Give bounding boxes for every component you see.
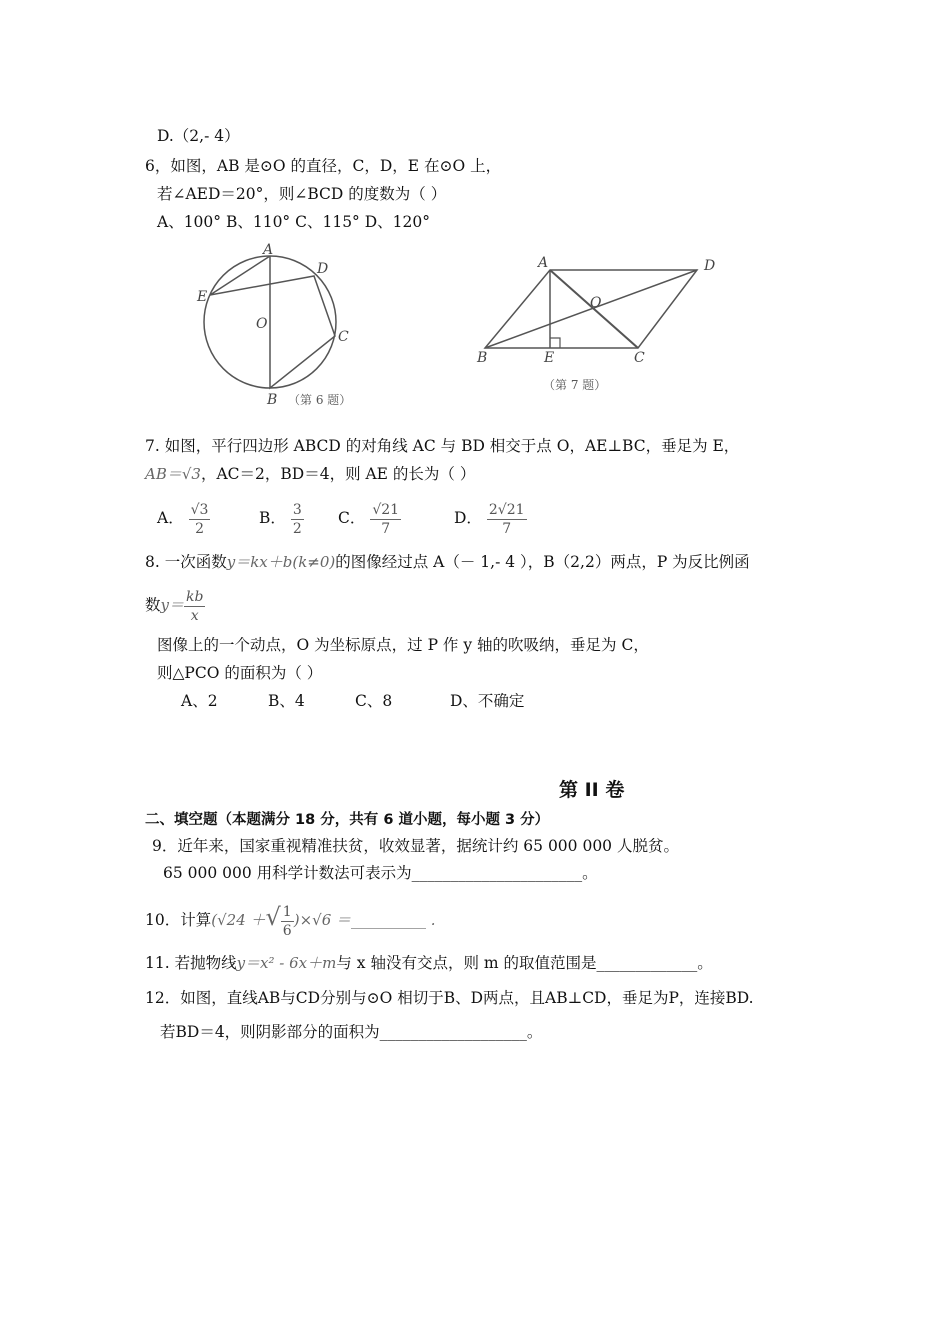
- q8-pre: 8. 一次函数: [145, 553, 227, 571]
- q8-option-c: C、8: [355, 692, 393, 710]
- q8-stem-line4: 则△PCO 的面积为（ ）: [157, 664, 323, 682]
- q7-stem-text: ，AC＝2，BD＝4，则 AE 的长为（ ）: [200, 465, 476, 483]
- part2-title: 第 II 卷: [559, 779, 625, 801]
- q7-option-b-fraction: [291, 501, 304, 538]
- q7-stem-line2: [145, 464, 475, 484]
- q10-denominator: 6: [282, 922, 292, 939]
- q11-equation: y＝x² - 6x＋m: [236, 954, 337, 972]
- q7-right-angle-mark: [550, 338, 560, 348]
- q7-option-a-label: A．: [157, 509, 184, 527]
- q9-line2: 65 000 000 用科学计数法可表示为______________________。: [163, 864, 598, 882]
- q8-ylabel: y＝: [160, 596, 184, 614]
- q11-pre: 11. 若抛物线: [145, 954, 237, 972]
- q10-sqrt-sign: √: [265, 903, 281, 931]
- q6-stem-line2: 若∠AED＝20°，则∠BCD 的度数为（ ）: [157, 185, 447, 203]
- q7-option-c: [338, 496, 401, 540]
- q7-ab-value: AB＝√3: [145, 465, 201, 483]
- q7-label-b: B: [477, 350, 488, 366]
- q12-line2: 若BD＝4，则阴影部分的面积为___________________。: [160, 1023, 543, 1041]
- q7-b-denominator: 2: [292, 520, 302, 537]
- q7-option-c-label: C．: [338, 509, 366, 527]
- q6-label-o: O: [256, 316, 268, 332]
- q7-label-o: O: [590, 295, 602, 311]
- q6-label-e: E: [197, 289, 208, 305]
- q7-a-numerator: √3: [190, 501, 209, 518]
- q10-fraction: [281, 903, 294, 940]
- q7-label-c: C: [634, 350, 645, 366]
- q7-option-b-label: B．: [259, 509, 286, 527]
- q6-label-d: D: [317, 261, 329, 277]
- q8-stem-line2: [145, 582, 205, 628]
- q9-line1: 9．近年来，国家重视精准扶贫，收效显著，据统计约 65 000 000 人脱贫。: [152, 837, 679, 855]
- q7-option-a-fraction: [189, 501, 211, 538]
- q6-figure-circle: [190, 238, 370, 412]
- q7-option-b: [259, 496, 304, 540]
- q7-label-e: E: [544, 350, 555, 366]
- q6-label-a: A: [263, 242, 274, 258]
- q10-line: [145, 894, 436, 940]
- q10-expr-b: )×√6 ＝__________ .: [293, 911, 436, 929]
- q6-figure-caption: （第 6 题）: [288, 393, 352, 407]
- q7-d-denominator: 7: [502, 520, 512, 537]
- q7-option-c-fraction: [370, 501, 401, 538]
- q12-line1: 12．如图，直线AB与CD分别与⊙O 相切于B、D两点，且AB⊥CD，垂足为P，连接BD.: [145, 989, 754, 1007]
- q8-stem-line1: [145, 552, 750, 572]
- q7-option-d-label: D．: [454, 509, 482, 527]
- q11-line: [145, 953, 713, 973]
- q8-denominator: x: [190, 607, 199, 624]
- q7-c-denominator: 7: [381, 520, 391, 537]
- q6-number: 6: [145, 157, 155, 175]
- q6-options: A、100° B、110° C、115° D、120°: [157, 213, 430, 231]
- q8-option-b: B、4: [268, 692, 305, 710]
- q7-option-a: [157, 496, 210, 540]
- q8-option-a: A、2: [181, 692, 218, 710]
- q6-label-c: C: [338, 329, 349, 345]
- q6-label-b: B: [267, 392, 278, 408]
- q6-stem-line1: [145, 156, 501, 176]
- q8-numerator: kb: [186, 588, 204, 605]
- q8-fraction: [184, 588, 205, 625]
- q8-equation: y＝kx＋b(k≠0): [226, 553, 336, 571]
- q10-numerator: 1: [282, 903, 292, 920]
- q8-stem-line3: 图像上的一个动点，O 为坐标原点，过 P 作 y 轴的吹吸纳，垂足为 C，: [157, 636, 649, 654]
- q7-option-d-fraction: [487, 501, 527, 538]
- q7-label-d: D: [704, 258, 716, 274]
- q8-post: 的图像经过点 A（－ 1,- 4 ），B（2,2）两点，P 为反比例函: [335, 553, 750, 571]
- q7-label-a: A: [538, 255, 549, 271]
- q7-figure-parallelogram: [470, 252, 730, 400]
- q11-post: 与 x 轴没有交点，则 m 的取值范围是_____________。: [336, 954, 713, 972]
- q7-stem-line1: 7. 如图，平行四边形 ABCD 的对角线 AC 与 BD 相交于点 O，AE⊥BC，垂足为 E，: [145, 437, 740, 455]
- q8-option-d: D、不确定: [450, 692, 525, 710]
- q7-a-denominator: 2: [195, 520, 205, 537]
- q7-c-numerator: √21: [372, 501, 400, 518]
- q7-b-numerator: 3: [292, 501, 302, 518]
- q7-figure-caption: （第 7 题）: [543, 378, 607, 392]
- q5-option-d: D.（2,- 4）: [157, 127, 240, 145]
- q10-expr-a: (√24 ＋: [211, 911, 266, 929]
- q10-pre: 10．计算: [145, 911, 212, 929]
- q7-d-numerator: 2√21: [488, 501, 525, 518]
- q7-option-d: [454, 496, 527, 540]
- q8-shu: 数: [145, 596, 161, 614]
- section-fill-in-heading: 二、填空题（本题满分 18 分，共有 6 道小题，每小题 3 分）: [145, 812, 550, 828]
- q6-text: ，如图，AB 是⊙O 的直径，C，D，E 在⊙O 上，: [154, 157, 502, 175]
